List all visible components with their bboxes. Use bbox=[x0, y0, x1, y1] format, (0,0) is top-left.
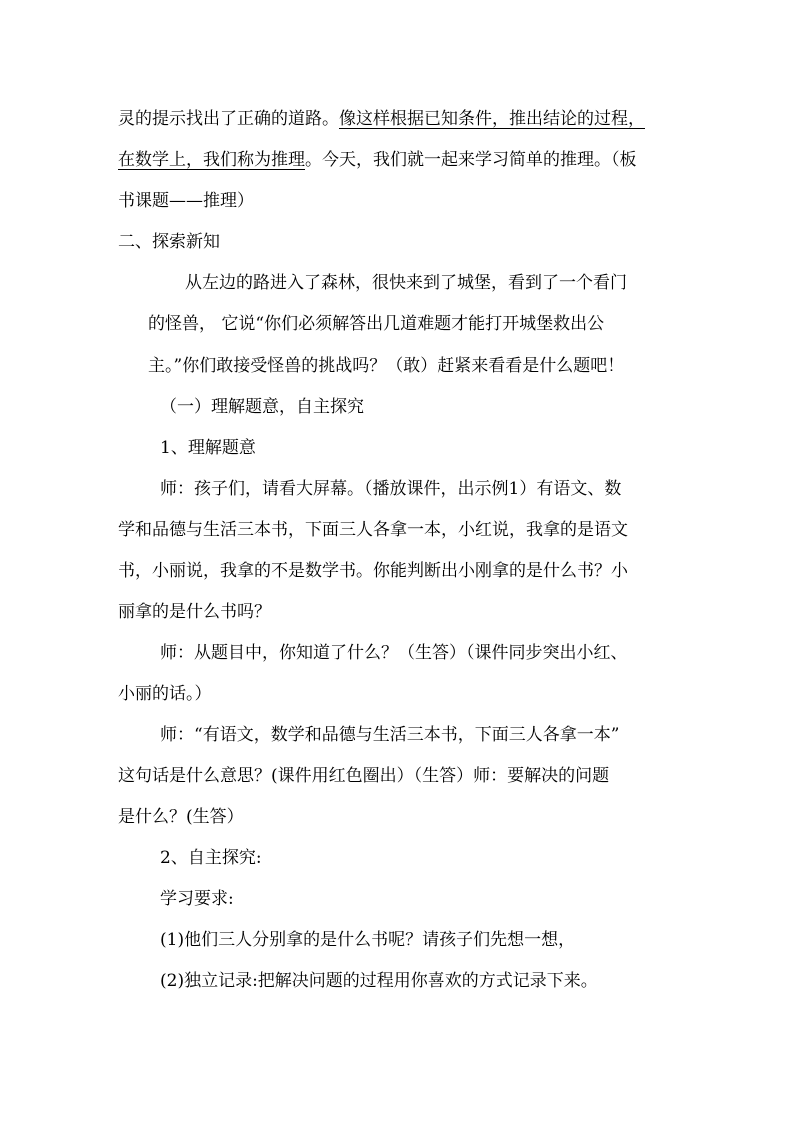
item-heading: 1、理解题意 bbox=[160, 438, 256, 458]
subsection-heading: （一）理解题意，自主探究 bbox=[160, 397, 364, 417]
requirements-heading: 学习要求: bbox=[160, 889, 234, 909]
requirement-item: (1)他们三人分别拿的是什么书呢？请孩子们先想一想， bbox=[160, 930, 576, 950]
paragraph-line: 书，小丽说，我拿的不是数学书。你能判断出小刚拿的是什么书？小 bbox=[118, 561, 628, 581]
paragraph-line: 这句话是什么意思？(课件用红色圈出）（生答）师：要解决的问题 bbox=[118, 766, 610, 786]
paragraph-line: 丽拿的是什么书吗？ bbox=[118, 602, 271, 622]
paragraph-line: 主。”你们敢接受怪兽的挑战吗？（敢）赶紧来看看是什么题吧！ bbox=[148, 356, 625, 376]
underlined-text: 像这样根据已知条件，推出结论的过程， bbox=[339, 109, 645, 129]
underlined-text: 在数学上，我们称为推理 bbox=[118, 150, 305, 170]
paragraph-line: 是什么？(生答） bbox=[118, 807, 244, 827]
paragraph-line: 书课题——推理） bbox=[118, 191, 254, 211]
requirement-item: (2)独立记录:把解决问题的过程用你喜欢的方式记录下来。 bbox=[160, 971, 598, 991]
section-heading: 二、探索新知 bbox=[118, 232, 220, 252]
paragraph-line: 师：“有语文，数学和品德与生活三本书，下面三人各拿一本” bbox=[160, 725, 620, 745]
item-heading: 2、自主探究: bbox=[160, 848, 262, 868]
paragraph-line: 的怪兽， 它说“你们必须解答出几道难题才能打开城堡救出公 bbox=[148, 314, 605, 334]
paragraph-line: 学和品德与生活三本书，下面三人各拿一本，小红说，我拿的是语文 bbox=[118, 520, 628, 540]
paragraph-line bbox=[118, 108, 645, 130]
paragraph-line bbox=[118, 149, 637, 171]
paragraph-line: 小丽的话。） bbox=[118, 684, 212, 704]
paragraph-line: 师：孩子们，请看大屏幕。（播放课件，出示例1）有语文、数 bbox=[160, 479, 622, 499]
paragraph-line: 师：从题目中，你知道了什么？（生答）（课件同步突出小红、 bbox=[160, 643, 628, 663]
text-run: 灵的提示找出了正确的道路。 bbox=[118, 109, 339, 129]
paragraph-line: 从左边的路进入了森林，很快来到了城堡，看到了一个看门 bbox=[185, 273, 627, 293]
text-run: 。今天，我们就一起来学习简单的推理。（板 bbox=[305, 150, 637, 170]
